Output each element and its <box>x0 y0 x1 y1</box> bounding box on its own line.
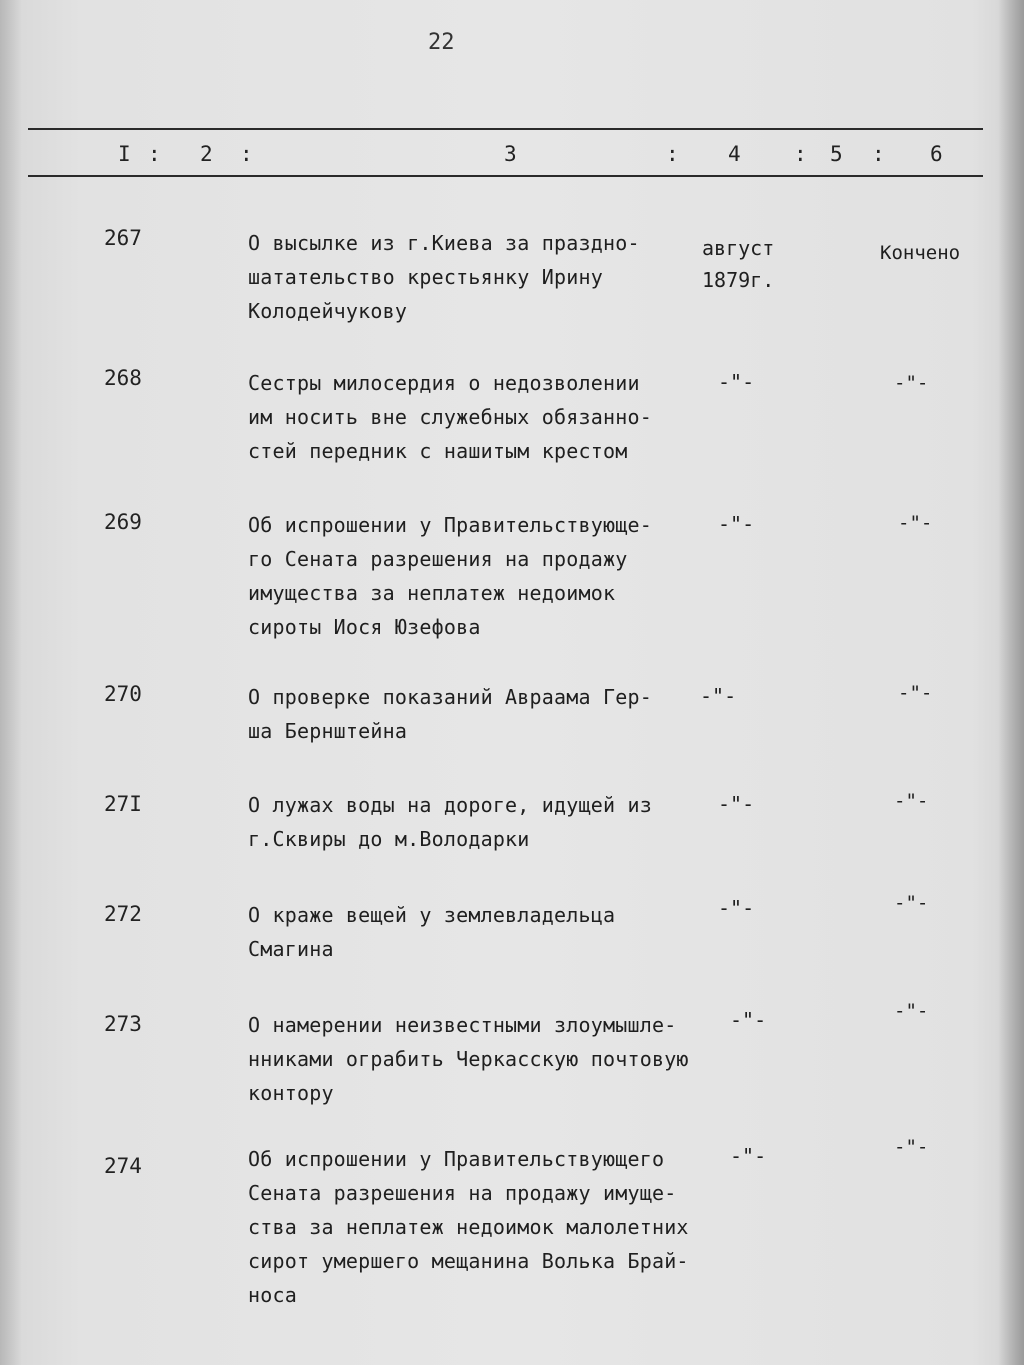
entry-number: 27I <box>104 792 142 816</box>
description-line: им носить вне служебных обязанно- <box>248 405 652 429</box>
description-line: Сената разрешения на продажу имуще- <box>248 1181 677 1205</box>
entry-number: 273 <box>104 1012 142 1036</box>
table-header-rule <box>28 175 983 177</box>
description-line: контору <box>248 1081 334 1105</box>
date-month: август <box>702 236 775 260</box>
entry-number: 274 <box>104 1154 142 1178</box>
entry-date <box>718 508 754 540</box>
entry-description <box>248 508 718 644</box>
description-line: Об испрошении у Правительствующе- <box>248 513 652 537</box>
entry-status: -"- <box>894 1000 929 1022</box>
description-line: Об испрошении у Правительствующего <box>248 1147 665 1171</box>
entry-number: 267 <box>104 226 142 250</box>
entry-description <box>248 366 718 468</box>
description-line: носа <box>248 1283 297 1307</box>
entry-status: -"- <box>894 1136 929 1158</box>
entry-date <box>718 366 754 398</box>
entry-status: -"- <box>894 790 929 812</box>
entry-description <box>248 680 718 748</box>
description-line: нниками ограбить Черкасскую почтовую <box>248 1047 689 1071</box>
table-top-rule <box>28 128 983 130</box>
entry-date <box>702 232 774 296</box>
header-col-2: 2 <box>200 142 213 166</box>
page-right-edge <box>998 0 1024 1365</box>
description-line: го Сената разрешения на продажу <box>248 547 628 571</box>
description-line: сироты Иося Юзефова <box>248 615 481 639</box>
header-col-5: 5 <box>830 142 843 166</box>
description-line: О краже вещей у землевладельца <box>248 903 616 927</box>
entry-status: -"- <box>894 892 929 914</box>
description-line: ства за неплатеж недоимок малолетних <box>248 1215 689 1239</box>
header-col-3: 3 <box>504 142 517 166</box>
description-line: О намерении неизвестными злоумышле- <box>248 1013 677 1037</box>
date-year: 1879г. <box>702 268 775 292</box>
description-line: сирот умершего мещанина Волька Брай- <box>248 1249 689 1273</box>
entry-description <box>248 898 718 966</box>
entry-status: -"- <box>894 372 929 394</box>
header-col-4: 4 <box>728 142 741 166</box>
description-line: О высылке из г.Киева за праздно- <box>248 231 640 255</box>
entry-date <box>730 1004 766 1036</box>
entry-description <box>248 788 718 856</box>
description-line: О лужах воды на дороге, идущей из <box>248 793 652 817</box>
entry-date <box>718 892 754 924</box>
entry-status: -"- <box>898 512 933 534</box>
entry-status: -"- <box>898 682 933 704</box>
entry-date <box>730 1140 766 1172</box>
entry-description <box>248 1008 718 1110</box>
header-sep: : <box>794 142 807 166</box>
ditto-mark: -"- <box>730 1008 767 1032</box>
description-line: О проверке показаний Авраама Гер- <box>248 685 652 709</box>
ditto-mark: -"- <box>718 370 755 394</box>
description-line: Смагина <box>248 937 334 961</box>
description-line: г.Сквиры до м.Володарки <box>248 827 530 851</box>
description-line: шатательство крестьянку Ирину <box>248 265 603 289</box>
ditto-mark: -"- <box>718 896 755 920</box>
entry-description <box>248 226 718 328</box>
description-line: ша Бернштейна <box>248 719 408 743</box>
header-col-1: I <box>118 142 131 166</box>
entry-date <box>718 788 754 820</box>
page-number: 22 <box>428 30 455 55</box>
header-col-6: 6 <box>930 142 943 166</box>
entry-status: Кончено <box>880 242 961 264</box>
header-sep: : <box>240 142 253 166</box>
entry-number: 272 <box>104 902 142 926</box>
entry-date <box>700 680 736 712</box>
ditto-mark: -"- <box>718 792 755 816</box>
description-line: Колодейчукову <box>248 299 408 323</box>
entry-description <box>248 1142 718 1312</box>
page-left-shadow <box>0 0 22 1365</box>
header-sep: : <box>666 142 679 166</box>
ditto-mark: -"- <box>730 1144 767 1168</box>
header-sep: : <box>148 142 161 166</box>
description-line: стей передник с нашитым крестом <box>248 439 628 463</box>
entry-number: 268 <box>104 366 142 390</box>
entry-number: 269 <box>104 510 142 534</box>
entry-number: 270 <box>104 682 142 706</box>
header-sep: : <box>872 142 885 166</box>
description-line: Сестры милосердия о недозволении <box>248 371 640 395</box>
ditto-mark: -"- <box>700 684 737 708</box>
description-line: имущества за неплатеж недоимок <box>248 581 616 605</box>
ditto-mark: -"- <box>718 512 755 536</box>
